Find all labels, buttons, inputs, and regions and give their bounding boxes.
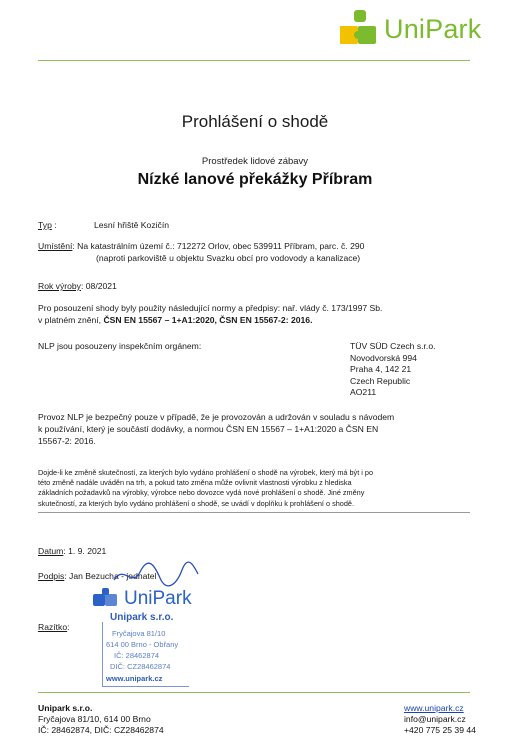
logo-text: UniPark xyxy=(384,14,482,44)
razitko-label: Razítko xyxy=(38,622,68,632)
datum-label: Datum xyxy=(38,546,64,556)
assessment-line-2 xyxy=(38,315,312,327)
stamp-line: Fryčajova 81/10 xyxy=(112,629,166,638)
org-line: AO211 xyxy=(350,387,377,397)
umisteni-value-1: : Na katastrálním území č.: 712272 Orlov, obec 539911 Příbram, parc. č. 290 xyxy=(72,241,365,251)
datum-value: : 1. 9. 2021 xyxy=(63,546,107,556)
footer-right xyxy=(404,703,476,736)
rok-row xyxy=(38,281,117,293)
note-line: základních požadavků na výrobky, výrobce nebo dovozce vydá nové prohlášení o shodě. Jiné změny xyxy=(38,488,365,498)
note-divider xyxy=(38,512,470,513)
typ-row xyxy=(38,220,57,232)
datum-row xyxy=(38,546,106,558)
safety-line-1: Provoz NLP je bezpečný pouze v případě, že je provozován a udržován v souladu s návodem xyxy=(38,412,395,422)
rok-label: Rok výroby xyxy=(38,281,81,291)
unipark-logo xyxy=(336,6,504,54)
umisteni-row xyxy=(38,241,364,253)
org-line: Praha 4, 142 21 xyxy=(350,364,412,374)
umisteni-value-2: (naproti parkoviště u objektu Svazku obcí pro vodovody a kanalizace) xyxy=(96,253,361,263)
top-divider xyxy=(38,60,470,61)
footer-company: Unipark s.r.o. xyxy=(38,703,93,713)
puzzle-logo-icon xyxy=(336,8,382,54)
note-line: Dojde-li ke změně skutečností, za kterých bylo vydáno prohlášení o shodě na výrobek, který má být i po xyxy=(38,468,374,477)
footer-email[interactable]: info@unipark.cz xyxy=(404,714,466,724)
org-line: Czech Republic xyxy=(350,375,411,386)
stamp-line: 614 00 Brno - Obřany xyxy=(106,640,179,649)
stamp-puzzle-icon xyxy=(92,588,120,610)
org-line: TÜV SÜD Czech s.r.o. xyxy=(350,341,436,351)
stamp-web: www.unipark.cz xyxy=(106,674,163,683)
assessment-line-1: Pro posouzení shody byly použity následující normy a předpisy: nař. vlády č. 173/1997 Sb. xyxy=(38,303,383,313)
bottom-divider xyxy=(38,692,470,693)
safety-line-3: 15567-2: 2016. xyxy=(38,436,96,446)
company-stamp xyxy=(92,586,212,690)
rok-value: : 08/2021 xyxy=(80,281,117,291)
typ-value: Lesní hřiště Kozičín xyxy=(94,220,169,230)
assessment-prefix: v platném znění, xyxy=(38,315,104,325)
footer-left xyxy=(38,703,164,736)
typ-label: Typ xyxy=(38,220,52,230)
safety-line-2: k používání, který je součástí dodávky, a normou ČSN EN 15567 – 1+A1:2020 a ČSN EN xyxy=(38,424,379,434)
note-line: této změně nadále uváděn na trh, a pokud tato změna může ovlivnit vlastnosti výrobku z hlediska xyxy=(38,478,352,488)
document-subtitle: Prostředek lidové zábavy xyxy=(201,156,309,167)
footer-phone: +420 775 25 39 44 xyxy=(404,725,476,735)
typ-sep: : xyxy=(54,220,57,230)
stamp-logo-text: UniPark xyxy=(124,588,192,609)
stamp-line: IČ: 28462874 xyxy=(114,651,160,660)
footer-ids: IČ: 28462874, DIČ: CZ28462874 xyxy=(38,725,164,735)
razitko-sep: : xyxy=(67,622,70,632)
change-note xyxy=(38,468,478,509)
footer-web-link[interactable]: www.unipark.cz xyxy=(404,703,464,713)
inspection-label: NLP jsou posouzeny inspekčním orgánem: xyxy=(38,341,202,351)
org-line: Novodvorská 994 xyxy=(350,352,417,363)
stamp-line: DIČ: CZ28462874 xyxy=(110,662,171,671)
footer-address: Fryčajova 81/10, 614 00 Brno xyxy=(38,714,151,724)
inspection-org xyxy=(350,341,435,399)
podpis-label: Podpis xyxy=(38,571,65,581)
stamp-company: Unipark s.r.o. xyxy=(110,612,174,623)
razitko-row xyxy=(38,622,70,634)
document-title: Prohlášení o shodě xyxy=(181,112,329,131)
podpis-value: : Jan Bezucha - jednatel xyxy=(64,571,157,581)
assessment-standards: ČSN EN 15567 – 1+A1:2020, ČSN EN 15567-2: 2016. xyxy=(103,315,313,325)
umisteni-label: Umístění xyxy=(38,241,73,251)
product-name: Nízké lanové překážky Příbram xyxy=(137,171,373,188)
note-line: skutečností, za kterých bylo vydáno prohlášení o shodě, se uvádí v doplňku k prohlášení o shodě. xyxy=(38,498,354,508)
